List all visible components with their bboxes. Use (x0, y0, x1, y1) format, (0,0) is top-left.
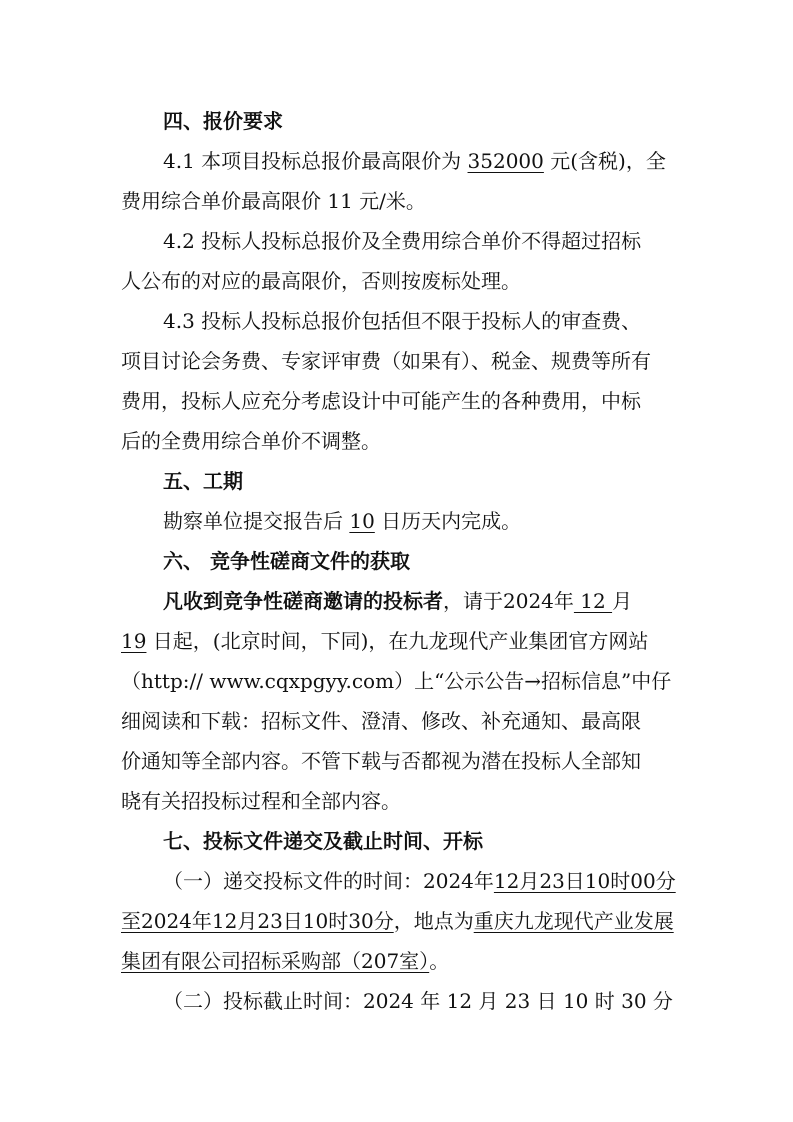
text-segment: 日起，(北京时间，下同)，在九龙现代产业集团官方网站 (146, 629, 649, 653)
location-text-cont: 集团有限公司招标采购部（207室） (121, 949, 430, 973)
section-heading-5: 五、工期 (163, 469, 243, 493)
text-segment: 4.1 本项目投标总报价最高限价为 (163, 149, 468, 173)
paragraph-7-1-line-3 (121, 946, 793, 976)
submit-end-time: 至2024年12月23日10时30分 (121, 909, 394, 933)
paragraph-4-3-line-2: 项目讨论会务费、专家评审费（如果有）、税金、规费等所有 (121, 349, 651, 373)
section-heading-6: 六、 竞争性磋商文件的获取 (163, 549, 410, 573)
paragraph-6-line-3: （http:// www.cqxpgyy.com）上“公示公告→招标信息”中仔 (121, 669, 672, 693)
paragraph-4-2-line-2: 人公布的对应的最高限价，否则按废标处理。 (121, 269, 521, 293)
paragraph-6-line-4: 细阅读和下载：招标文件、澄清、修改、补充通知、最高限 (121, 709, 641, 733)
bold-lead-text: 凡收到竞争性磋商邀请的投标者 (163, 589, 443, 613)
submit-start-time: 12月23日10时00分 (493, 869, 676, 893)
text-segment: 月 (612, 589, 633, 613)
location-text: 重庆九龙现代产业发展 (473, 909, 674, 933)
month-value: 12 (573, 589, 613, 613)
paragraph-7-1-line-2 (121, 906, 793, 936)
text-segment: ，地点为 (393, 909, 474, 933)
section-heading-7: 七、投标文件递交及截止时间、开标 (163, 829, 483, 853)
text-segment: 勘察单位提交报告后 (163, 509, 350, 533)
paragraph-6-line-2 (121, 626, 793, 656)
section-heading-4: 四、报价要求 (163, 109, 283, 133)
text-segment: ，请于2024年 (443, 589, 574, 613)
paragraph-7-1-line-1 (163, 866, 793, 896)
text-segment: 日历天内完成。 (374, 509, 522, 533)
text-segment: 。 (429, 949, 450, 973)
price-limit-value: 352000 (467, 149, 544, 173)
days-value: 10 (349, 509, 375, 533)
paragraph-4-3-line-3: 费用，投标人应充分考虑设计中可能产生的各种费用，中标 (121, 389, 641, 413)
paragraph-4-3-line-4: 后的全费用综合单价不调整。 (121, 429, 381, 453)
paragraph-6-line-5: 价通知等全部内容。不管下载与否都视为潜在投标人全部知 (121, 749, 641, 773)
paragraph-4-3-line-1: 4.3 投标人投标总报价包括但不限于投标人的审查费、 (163, 309, 642, 333)
paragraph-6-line-1 (163, 586, 793, 616)
paragraph-5 (163, 506, 793, 536)
text-segment: （一）递交投标文件的时间：2024年 (163, 869, 494, 893)
paragraph-4-2-line-1: 4.2 投标人投标总报价及全费用综合单价不得超过招标 (163, 229, 642, 253)
text-segment: 元(含税)，全 (543, 149, 666, 173)
paragraph-7-2: （二）投标截止时间：2024 年 12 月 23 日 10 时 30 分 (163, 989, 673, 1013)
paragraph-4-1-line-2: 费用综合单价最高限价 11 元/米。 (121, 189, 426, 213)
paragraph-6-line-6: 晓有关招投标过程和全部内容。 (121, 789, 401, 813)
paragraph-4-1-line-1 (163, 146, 793, 176)
day-value: 19 (121, 629, 147, 653)
